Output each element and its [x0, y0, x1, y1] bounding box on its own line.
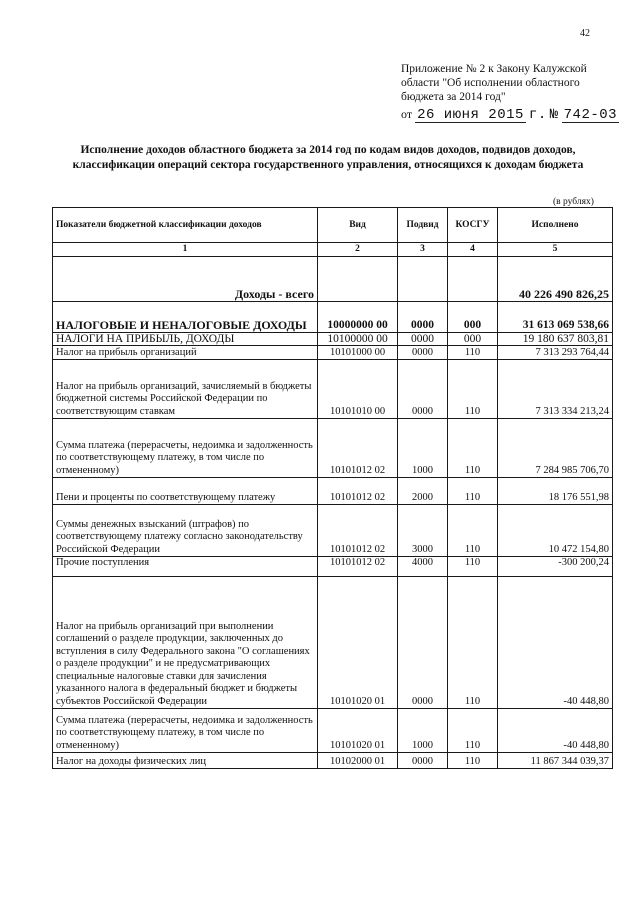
document-title: Исполнение доходов областного бюджета за 2014 год по кодам видов доходов, подвидов доходов, классификации операций сектора государственного управления, относящихся к доходам бюджета: [72, 144, 584, 171]
row-podvid: 0000: [398, 360, 448, 419]
row-name: Налог на прибыль организаций при выполнении соглашений о разделе продукции, заключенных до вступления в силу Федерального закона "О соглашениях о разделе продукции" и не предусматривающих специальные налоговые ставки для зачисления указанного налога в федеральный бюджет и бюджеты субъектов Российской Федерации: [53, 577, 318, 709]
law-date-line: [401, 107, 631, 123]
law-number: 742-03: [563, 107, 618, 123]
units-label: (в рублях): [553, 197, 594, 207]
row-value: 18 176 551,98: [498, 478, 613, 505]
empty-cell: [448, 256, 498, 301]
revenue-table: [52, 207, 613, 769]
table-row: [53, 346, 613, 360]
number-sign: №: [549, 107, 559, 123]
empty-cell: [398, 256, 448, 301]
row-name: Налог на прибыль организаций, зачисляемый в бюджеты бюджетной системы Российской Федерации по соответствующим ставкам: [53, 360, 318, 419]
table-row: [53, 577, 613, 709]
row-podvid: 1000: [398, 709, 448, 753]
row-name: Пени и проценты по соответствующему платежу: [53, 478, 318, 505]
page-number: 42: [580, 28, 590, 39]
table-row: [53, 505, 613, 557]
table-row: [53, 478, 613, 505]
row-name: Суммы денежных взысканий (штрафов) по соответствующему платежу согласно законодательству Российской Федерации: [53, 505, 318, 557]
row-kosgu: 110: [448, 753, 498, 769]
total-row: [53, 256, 613, 301]
column-number: 1: [53, 243, 318, 257]
row-vid: 10101010 00: [318, 360, 398, 419]
appendix-line-1: Приложение № 2 к Закону Калужской: [401, 63, 587, 75]
row-value: 10 472 154,80: [498, 505, 613, 557]
row-name: НАЛОГИ НА ПРИБЫЛЬ, ДОХОДЫ: [53, 332, 318, 346]
column-number: 4: [448, 243, 498, 257]
row-value: 7 313 293 764,44: [498, 346, 613, 360]
row-podvid: 2000: [398, 478, 448, 505]
row-value: 7 284 985 706,70: [498, 419, 613, 478]
row-podvid: 0000: [398, 332, 448, 346]
row-vid: 10101012 02: [318, 478, 398, 505]
row-vid: 10101012 02: [318, 505, 398, 557]
law-date: 26 июня 2015: [417, 107, 524, 123]
row-kosgu: 000: [448, 301, 498, 332]
row-kosgu: 000: [448, 332, 498, 346]
total-label: Доходы - всего: [53, 256, 318, 301]
table-row: [53, 709, 613, 753]
empty-cell: [318, 256, 398, 301]
row-kosgu: 110: [448, 557, 498, 577]
row-podvid: 0000: [398, 346, 448, 360]
row-podvid: 4000: [398, 557, 448, 577]
row-podvid: 1000: [398, 419, 448, 478]
column-number: 2: [318, 243, 398, 257]
header-kosgu: КОСГУ: [448, 208, 498, 243]
row-value: -300 200,24: [498, 557, 613, 577]
row-vid: 10100000 00: [318, 332, 398, 346]
row-podvid: 0000: [398, 753, 448, 769]
row-value: -40 448,80: [498, 709, 613, 753]
header-executed: Исполнено: [498, 208, 613, 243]
row-value: 7 313 334 213,24: [498, 360, 613, 419]
row-vid: 10101000 00: [318, 346, 398, 360]
header-row: [53, 208, 613, 243]
total-value: 40 226 490 826,25: [498, 256, 613, 301]
year-suffix: г.: [528, 107, 547, 123]
row-kosgu: 110: [448, 709, 498, 753]
table-row: [53, 419, 613, 478]
header-podvid: Подвид: [398, 208, 448, 243]
appendix-block: [401, 62, 631, 123]
row-name: Сумма платежа (перерасчеты, недоимка и задолженность по соответствующему платежу, в том числе по отмененному): [53, 709, 318, 753]
column-number-row: [53, 243, 613, 257]
row-vid: 10000000 00: [318, 301, 398, 332]
column-number: 3: [398, 243, 448, 257]
row-vid: 10101012 02: [318, 557, 398, 577]
table-row: [53, 360, 613, 419]
row-kosgu: 110: [448, 360, 498, 419]
row-value: 19 180 637 803,81: [498, 332, 613, 346]
row-podvid: 3000: [398, 505, 448, 557]
row-vid: 10102000 01: [318, 753, 398, 769]
row-kosgu: 110: [448, 505, 498, 557]
row-name: Налог на доходы физических лиц: [53, 753, 318, 769]
row-kosgu: 110: [448, 346, 498, 360]
row-kosgu: 110: [448, 419, 498, 478]
from-label: от: [401, 107, 413, 121]
column-number: 5: [498, 243, 613, 257]
row-podvid: 0000: [398, 301, 448, 332]
row-vid: 10101012 02: [318, 419, 398, 478]
row-value: 31 613 069 538,66: [498, 301, 613, 332]
row-value: 11 867 344 039,37: [498, 753, 613, 769]
row-name: Сумма платежа (перерасчеты, недоимка и задолженность по соответствующему платежу, в том числе по отмененному): [53, 419, 318, 478]
row-name: Налог на прибыль организаций: [53, 346, 318, 360]
header-indicators: Показатели бюджетной классификации доходов: [53, 208, 318, 243]
row-vid: 10101020 01: [318, 577, 398, 709]
row-name: Прочие поступления: [53, 557, 318, 577]
table-row: [53, 332, 613, 346]
row-vid: 10101020 01: [318, 709, 398, 753]
row-name: НАЛОГОВЫЕ И НЕНАЛОГОВЫЕ ДОХОДЫ: [53, 301, 318, 332]
row-kosgu: 110: [448, 577, 498, 709]
row-kosgu: 110: [448, 478, 498, 505]
appendix-line-2: области "Об исполнении областного: [401, 77, 580, 89]
appendix-line-3: бюджета за 2014 год": [401, 91, 506, 103]
table-row: [53, 301, 613, 332]
table-row: [53, 557, 613, 577]
header-vid: Вид: [318, 208, 398, 243]
row-podvid: 0000: [398, 577, 448, 709]
table-row: [53, 753, 613, 769]
row-value: -40 448,80: [498, 577, 613, 709]
